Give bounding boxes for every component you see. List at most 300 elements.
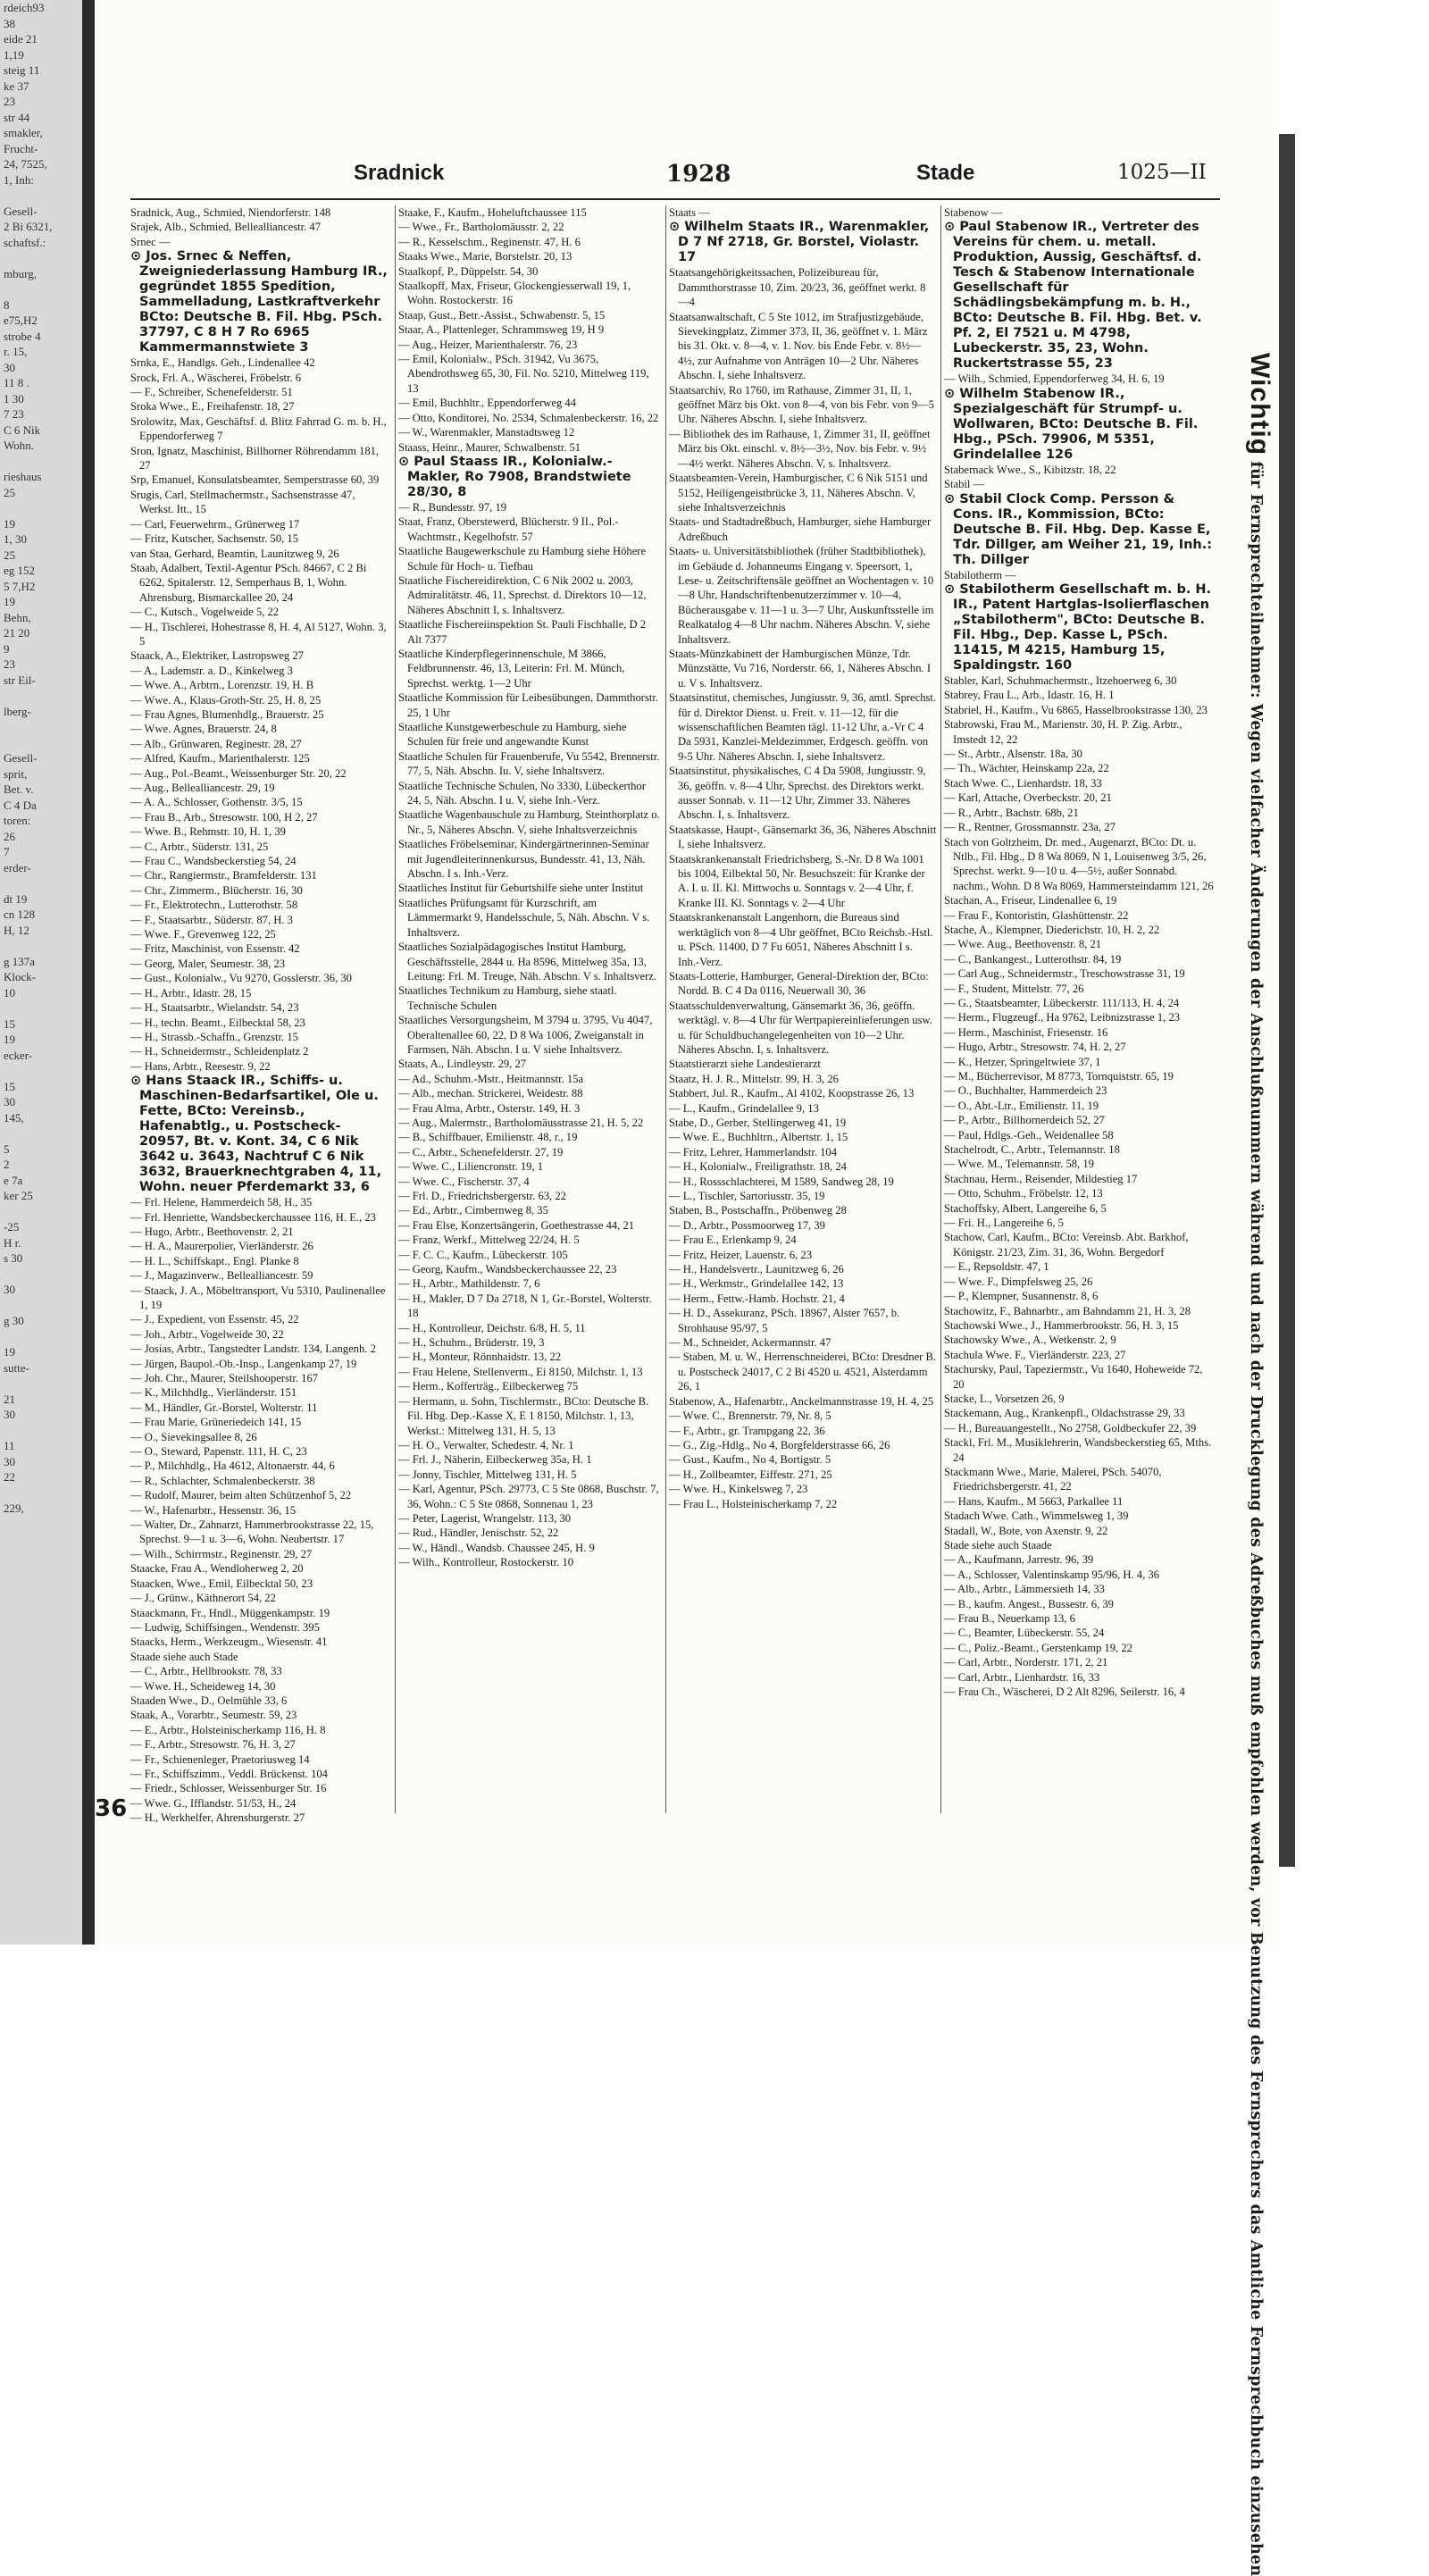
- previous-page-line: [0, 454, 82, 470]
- directory-entry: — H. L., Schiffskapt., Engl. Planke 8: [130, 1254, 299, 1267]
- previous-page-line: g 30: [4, 1314, 24, 1327]
- directory-entry: — H. D., Assekuranz, PSch. 18967, Alster 7657, b. Strohhause 95/97, 5: [669, 1307, 900, 1334]
- directory-entry: — Alb., Grünwaren, Reginestr. 28, 27: [130, 737, 302, 750]
- directory-entry: Stachan, A., Friseur, Lindenallee 6, 19: [944, 894, 1117, 907]
- directory-entry: — L., Kaufm., Grindelallee 9, 13: [669, 1101, 819, 1115]
- directory-entry: Staatliche Wagenbauschule zu Hamburg, Steinthorplatz o. Nr., 5, Näheres Abschn. V, siehe Inhaltsverzeichnis: [398, 808, 660, 836]
- directory-entry: — Frl. Helene, Hammerdeich 58, H., 35: [130, 1196, 313, 1209]
- previous-page-strip: [0, 0, 82, 1945]
- previous-page-line: toren:: [4, 814, 31, 827]
- previous-page-line: ke 37: [4, 79, 29, 93]
- directory-entry: Stabrey, Frau L., Arb., Idastr. 16, H. 1: [944, 689, 1115, 702]
- directory-entry: — J., Magazinverw., Bellealliancestr. 59: [130, 1269, 313, 1283]
- directory-entry: Staatskrankenanstalt Friedrichsberg, S.-Nr. D 8 Wa 1001 bis 1004, Eilbektal 50, Nr. Besuchszeit: für Kranke der A. I. u. II. Kl. Mittwochs u. Sonntags v. 2—4 Uhr, f. Kranke III. Kl. Sonntags v. 2—4 Uhr: [669, 852, 925, 909]
- previous-page-line: 30: [4, 1454, 15, 1468]
- directory-entry: Stabler, Karl, Schuhmachermstr., Itzehoerweg 6, 30: [944, 674, 1177, 688]
- previous-page-line: 26: [4, 829, 15, 843]
- directory-entry: — M., Händler, Gr.-Borstel, Wolterstr. 11: [130, 1401, 318, 1414]
- directory-entry: — Jürgen, Baupol.-Ob.-Insp., Langenkamp 27, 19: [130, 1357, 357, 1370]
- directory-entry: — H., Staatsarbtr., Wielandstr. 54, 23: [130, 1001, 299, 1015]
- directory-entry: van Staa, Gerhard, Beamtin, Launitzweg 9, 26: [130, 547, 339, 560]
- directory-entry: — Fr., Schiffszimm., Veddl. Brückenst. 104: [130, 1767, 328, 1780]
- directory-entry: — O., Abt.-Ltr., Emilienstr. 11, 19: [944, 1099, 1099, 1112]
- directory-entry: — Jonny, Tischler, Mittelweg 131, H. 5: [398, 1468, 577, 1481]
- directory-entry: — Staben, M. u. W., Herrenschneiderei, BCto: Dresdner B. u. Postscheck 24017, C 2 Bi 4520 u. 4521, Alsterdamm 26, 1: [669, 1351, 937, 1393]
- directory-entry: — Otto, Schuhm., Fröbelstr. 12, 13: [944, 1187, 1103, 1200]
- previous-page-line: [0, 281, 82, 297]
- previous-page-line: 30: [4, 1408, 15, 1421]
- previous-page-line: e 7a: [4, 1173, 23, 1187]
- directory-entry: — Hermann, u. Sohn, Tischlermstr., BCto: Deutsche B. Fil. Hbg. Dep.-Kasse X, E 1 8150, Milchstr. 1, 13, Werkst.: Mittelweg 131, H. 5, 13: [398, 1394, 649, 1437]
- directory-entry: — H., Monteur, Rönnhaidstr. 13, 22: [398, 1351, 562, 1364]
- directory-entry: Stadall, W., Bote, von Axenstr. 9, 22: [944, 1524, 1108, 1537]
- directory-entry: Staatsinstitut, physikalisches, C 4 Da 5908, Jungiusstr. 9, 36, geöffn. v. 8—4 Uhr, Sprechst. des Direktors werkt. ausser Sonnab. v. 11—12 Uhr, Zimmer 33. Näheres Abschn. I, s. Inhaltsverz.: [669, 765, 926, 822]
- directory-entry: Staatsschuldenverwaltung, Gänsemarkt 36, 36, geöffn. werktägl. v. 8—4 Uhr für Wertpapiereinlieferungen usw. u. für Schuldbuchangelegenheiten von 10—2 Uhr. Näheres Abschn. I, s. Inhaltsverz.: [669, 999, 932, 1056]
- directory-entry: Stackl, Frl. M., Musiklehrerin, Wandsbeckerstieg 65, Mths. 24: [944, 1436, 1212, 1464]
- previous-page-line: strobe 4: [4, 329, 41, 343]
- fernsprech-notice: [1227, 353, 1274, 2576]
- directory-entry: Staben, B., Postschaffn., Pröbenweg 28: [669, 1204, 847, 1217]
- directory-entry: — Frau F., Kontoristin, Glashüttenstr. 22: [944, 908, 1129, 922]
- directory-entry: — Fritz, Kutscher, Sachsenstr. 50, 15: [130, 532, 299, 546]
- directory-entry: — Wilh., Schmied, Eppendorferweg 34, H. 6, 19: [944, 372, 1165, 386]
- directory-entry: — H., Werkhelfer, Ahrensburgerstr. 27: [130, 1811, 305, 1825]
- directory-entry: — R., Schlachter, Schmalenbeckerstr. 38: [130, 1474, 315, 1487]
- previous-page-line: 1, Inh:: [4, 172, 34, 187]
- previous-page-line: s 30: [4, 1251, 23, 1265]
- directory-entry: Stabilotherm —: [944, 568, 1016, 581]
- directory-entry: Staatliches Technikum zu Hamburg, siehe staatl. Technische Schulen: [398, 984, 617, 1012]
- directory-entry: — C., Poliz.-Beamt., Gerstenkamp 19, 22: [944, 1641, 1132, 1654]
- directory-entry: — C., Beamter, Lübeckerstr. 55, 24: [944, 1627, 1105, 1640]
- directory-entry: — W., Händl., Wandsb. Chaussee 245, H. 9: [398, 1541, 595, 1554]
- directory-entry: — Rud., Händler, Jenischstr. 52, 22: [398, 1526, 559, 1540]
- previous-page-line: [0, 875, 82, 891]
- directory-entry: — R., Bundesstr. 97, 19: [398, 500, 507, 514]
- directory-entry: — Gust., Kolonialw., Vu 9270, Gosslerstr. 36, 30: [130, 972, 352, 985]
- directory-entry: Stachowitz, F., Bahnarbtr., am Bahndamm 21, H. 3, 28: [944, 1304, 1191, 1317]
- directory-entry: Staatliche Kommission für Leibesübungen, Dammthorstr. 25, 1 Uhr: [398, 691, 659, 719]
- directory-entry: — R., Rentner, Grossmannstr. 23a, 27: [944, 821, 1116, 834]
- previous-page-line: [0, 188, 82, 204]
- directory-entry: Srock, Frl. A., Wäscherei, Fröbelstr. 6: [130, 371, 302, 384]
- directory-entry: Srugis, Carl, Stellmachermstr., Sachsenstrasse 47, Werkst. Itt., 15: [130, 488, 355, 516]
- directory-entry: — H., Kolonialw., Freiligrathstr. 18, 24: [669, 1160, 847, 1174]
- previous-page-line: C 4 Da: [4, 798, 37, 812]
- directory-entry: Staatliches Institut für Geburtshilfe siehe unter Institut: [398, 882, 644, 895]
- previous-page-line: 19: [4, 1033, 15, 1046]
- directory-entry: — H., Werkmstr., Grindelallee 142, 13: [669, 1277, 844, 1291]
- directory-entry: ⊙ Jos. Srnec & Neffen, Zweigniederlassung Hamburg IR., gegründet 1855 Spedition, Sammelladung, Lastkraftverkehr BCto: Deutsche B. Fil. Hbg. PSch. 37797, C 8 H 7 Ro 6965 Kammermannstwiete 3: [130, 249, 388, 355]
- directory-entry: Srolowitz, Max, Geschäftsf. d. Blitz Fahrrad G. m. b. H., Eppendorferweg 7: [130, 414, 387, 443]
- directory-entry: — H., Strassb.-Schaffn., Grenzstr. 15: [130, 1030, 298, 1043]
- directory-entry: Staack, A., Elektriker, Lastropsweg 27: [130, 649, 304, 663]
- header-last-name: Stade: [916, 161, 975, 185]
- directory-entry: Staatliche Fischereiinspektion St. Pauli Fischhalle, D 2 Alt 7377: [398, 618, 647, 646]
- directory-entry: — Emil, Buchhltr., Eppendorferweg 44: [398, 397, 577, 410]
- previous-page-line: cn 128: [4, 907, 36, 921]
- directory-entry: — Frau L., Holsteinischerkamp 7, 22: [669, 1497, 838, 1510]
- directory-entry: — Hugo, Arbtr., Beethovenstr. 2, 21: [130, 1225, 294, 1238]
- directory-entry: — J., Grünw., Käthnerort 54, 22: [130, 1592, 276, 1605]
- directory-entry: — H., Makler, D 7 Da 2718, N 1, Gr.-Borstel, Wolterstr. 18: [398, 1292, 652, 1320]
- directory-entry: — Georg, Kaufm., Wandsbeckerchaussee 22, 23: [398, 1263, 617, 1276]
- previous-page-line: Frucht-: [4, 141, 38, 155]
- previous-page-line: ker 25: [4, 1189, 33, 1202]
- previous-page-line: Klock-: [4, 970, 37, 983]
- directory-entry: — A., Lademstr. a. D., Kinkelweg 3: [130, 664, 293, 677]
- directory-entry: — H., Arbtr., Mathildenstr. 7, 6: [398, 1277, 540, 1291]
- previous-page-line: [0, 1125, 82, 1142]
- directory-entry: Srajek, Alb., Schmied, Bellealliancestr. 47: [130, 221, 321, 234]
- directory-entry: Staatliche Kinderpflegerinnenschule, M 3866, Feldbrunnenstr. 46, 13, Leiterin: Frl. M. Münch, Sprechst. werktg. 1—2 Uhr: [398, 647, 625, 690]
- previous-page-line: e75,H2: [4, 314, 38, 327]
- directory-entry: Stachowsky Wwe., A., Wetkenstr. 2, 9: [944, 1334, 1116, 1347]
- notice-lead: Wichtig: [1245, 353, 1274, 456]
- directory-entry: — Wwe. H., Scheideweg 14, 30: [130, 1679, 276, 1693]
- directory-entry: — Carl Aug., Schneidermstr., Treschowstrasse 31, 19: [944, 967, 1185, 981]
- directory-entry: ⊙ Wilhelm Staats IR., Warenmakler, D 7 Nf 2718, Gr. Borstel, Violastr. 17: [669, 220, 930, 265]
- previous-page-line: 19: [4, 595, 15, 608]
- directory-entry: Stabil —: [944, 478, 985, 491]
- header-page-number: 1025—II: [1117, 161, 1207, 184]
- directory-entry: — Frau B., Arb., Stresowstr. 100, H 2, 27: [130, 810, 318, 824]
- directory-entry: — Chr., Zimmerm., Blücherstr. 16, 30: [130, 883, 303, 897]
- header-rule: [130, 198, 1220, 200]
- directory-entry: Stachula Wwe. F., Vierländerstr. 223, 27: [944, 1348, 1126, 1361]
- previous-page-line: [0, 688, 82, 704]
- directory-entry: Staatliches Sozialpädagogisches Institut Hamburg, Geschäftsstelle, 2844 u. Ha 8596, Mittelweg 35a, 13, Leitung: Frl. M. Treuge, Näh. Abschn. V s. Inhaltsverz.: [398, 941, 657, 983]
- directory-entry: — Frau B., Neuerkamp 13, 6: [944, 1612, 1075, 1626]
- directory-entry: — R., Arbtr., Bachstr. 68b, 21: [944, 806, 1079, 819]
- previous-page-line: g 137a: [4, 954, 36, 968]
- directory-entry: Staat, Franz, Oberstewerd, Blücherstr. 9 II., Pol.-Wachtmstr., Kegelhofstr. 57: [398, 515, 619, 543]
- directory-entry: — B., kaufm. Angest., Bussestr. 6, 39: [944, 1597, 1114, 1610]
- directory-entry: Staass, Heinr., Maurer, Schwalbenstr. 51: [398, 440, 581, 454]
- directory-entry: Staats, A., Lindleystr. 29, 27: [398, 1058, 527, 1071]
- previous-page-line: H r.: [4, 1235, 21, 1250]
- directory-entry: Staacke, Frau A., Wendloherweg 2, 20: [130, 1562, 304, 1576]
- directory-entry: — Ludwig, Schiffsingen., Wendenstr. 395: [130, 1620, 320, 1634]
- footer-page-number: 36: [95, 1795, 128, 1822]
- directory-entry: Stackemann, Aug., Krankenpfl., Oldachstrasse 29, 33: [944, 1407, 1185, 1420]
- directory-entry: — K., Hetzer, Springeltwiete 37, 1: [944, 1055, 1101, 1068]
- directory-entry: — K., Milchhdlg., Vierländerstr. 151: [130, 1386, 297, 1400]
- directory-entry: Staap, Gust., Betr.-Assist., Schwabenstr. 5, 15: [398, 308, 606, 322]
- directory-entry: — Th., Wächter, Heinskamp 22a, 22: [944, 762, 1109, 775]
- previous-page-line: Behn,: [4, 610, 31, 624]
- previous-page-line: str 44: [4, 110, 30, 124]
- column-1: [130, 205, 396, 1825]
- directory-entry: — H., Kontrolleur, Deichstr. 6/8, H. 5, 11: [398, 1321, 586, 1334]
- directory-entry: Stach von Goltzheim, Dr. med., Augenarzt, BCto: Dt. u. Ntlb., Fil. Hbg., D 8 Wa 8069, N 1, Louisenweg 3/5, 26, Sprechst. werkt. 9—10 u. 4—5½, außer Sonnabd. nachm., Wohn. D 8 Wa 8069, Hammersteindamm 121, 26: [944, 835, 1214, 892]
- directory-entry: — Walter, Dr., Zahnarzt, Hammerbrookstrasse 22, 15, Sprechst. 9—1 u. 3—6, Wohn. Neubertstr. 17: [130, 1518, 374, 1546]
- directory-entry: Staatliche Kunstgewerbeschule zu Hamburg, siehe Schulen für freie und angewandte Kunst: [398, 721, 627, 749]
- previous-page-line: 7: [4, 845, 10, 858]
- directory-entry: — F., Arbtr., Stresowstr. 76, H. 3, 27: [130, 1738, 296, 1752]
- directory-entry: — M., Schneider, Ackermannstr. 47: [669, 1336, 831, 1350]
- directory-entry: — Wwe. F., Dimpfelsweg 25, 26: [944, 1275, 1093, 1288]
- previous-page-line: 21 20: [4, 626, 30, 640]
- directory-entry: — Wwe., Fr., Bartholomäusstr. 2, 22: [398, 221, 564, 234]
- directory-entry: — Ad., Schuhm.-Mstr., Heitmannstr. 15a: [398, 1072, 584, 1085]
- directory-entry: — Paul, Hdlgs.-Geh., Weidenallee 58: [944, 1128, 1114, 1142]
- directory-entry: — Frl. Henriette, Wandsbeckerchaussee 116, H. E., 23: [130, 1210, 376, 1224]
- directory-entry: Sradnick, Aug., Schmied, Niendorferstr. 148: [130, 206, 331, 219]
- previous-page-line: 19: [4, 516, 15, 531]
- directory-entry: Staalkopf, P., Düppelstr. 54, 30: [398, 264, 539, 278]
- previous-page-line: 15: [4, 1016, 15, 1031]
- directory-entry: — Otto, Konditorei, No. 2534, Schmalenbeckerstr. 16, 22: [398, 411, 659, 424]
- column-2: [398, 205, 666, 1813]
- binding-gutter: [82, 0, 95, 1945]
- previous-page-line: 21: [4, 1392, 15, 1406]
- directory-entry: — P., Milchhdlg., Ha 4612, Altonaerstr. 44, 6: [130, 1459, 335, 1473]
- directory-entry: Stachelrodt, C., Arbtr., Telemannstr. 18: [944, 1143, 1120, 1157]
- previous-page-line: mburg,: [4, 266, 37, 280]
- previous-page-line: rieshaus: [4, 470, 42, 483]
- directory-entry: — H. A., Maurerpolier, Vierländerstr. 26: [130, 1240, 313, 1253]
- directory-entry: — A., Kaufmann, Jarrestr. 96, 39: [944, 1553, 1094, 1567]
- directory-entry: — C., Kutsch., Vogelweide 5, 22: [130, 606, 280, 619]
- directory-entry: Staatsbeamten-Verein, Hamburgischer, C 6 Nik 5151 und 5152, Heiligengeistbrücke 3, 11, Näheres Abschn. V, siehe Inhaltsverzeichnis: [669, 472, 928, 514]
- directory-entry: Staats —: [669, 206, 710, 219]
- directory-entry: — Herm., Maschinist, Friesenstr. 16: [944, 1025, 1108, 1039]
- previous-page-line: [0, 1063, 82, 1079]
- directory-entry: — Aug., Malermstr., Bartholomäusstrasse 21, H. 5, 22: [398, 1116, 644, 1129]
- page-edge-shadow: [1279, 134, 1295, 1867]
- directory-entry: — C., Bankangest., Lutterothstr. 84, 19: [944, 952, 1122, 966]
- directory-entry: — Josias, Arbtr., Tangstedter Landstr. 134, Langenh. 2: [130, 1342, 376, 1356]
- previous-page-line: 15: [4, 1079, 15, 1093]
- previous-page-line: rdeich93: [4, 1, 45, 14]
- directory-entry: ⊙ Stabilotherm Gesellschaft m. b. H. IR., Patent Hartglas-Isolierflaschen „Stabilotherm", BCto: Deutsche B. Fil. Hbg., Dep. Kasse L, PSch. 11415, M 4215, Hamburg 15, Spaldingstr. 160: [944, 582, 1212, 673]
- directory-entry: Staatliches Fröbelseminar, Kindergärtnerinnen-Seminar mit Jugendleiterinnenkursus, Bundesstr. 41, 13, Näh. Abschn. I s. Inh.-Verz.: [398, 838, 649, 881]
- directory-entry: — Herm., Kofferträg., Eilbeckerweg 75: [398, 1380, 579, 1393]
- directory-entry: — D., Arbtr., Possmoorweg 17, 39: [669, 1218, 825, 1232]
- directory-entry: — F., Schreiber, Schenefelderstr. 51: [130, 386, 293, 399]
- directory-entry: — H., Schuhm., Brüderstr. 19, 3: [398, 1336, 545, 1350]
- directory-entry: — M., Bücherrevisor, M 8773, Tornquiststr. 65, 19: [944, 1070, 1174, 1083]
- directory-entry: — Aug., Pol.-Beamt., Weissenburger Str. 20, 22: [130, 766, 347, 780]
- directory-entry: — Wwe. G., Ifflandstr. 51/53, H., 24: [130, 1796, 297, 1810]
- previous-page-line: 30: [4, 1283, 15, 1296]
- directory-entry: Staats-Münzkabinett der Hamburgischen Münze, Tdr. Münzstätte, Vu 716, Norderstr. 66, 1, Näheres Abschn. I u. V s. Inhaltsverz.: [669, 647, 932, 690]
- directory-entry: — Frau Helene, Stellenverm., Ei 8150, Milchstr. 1, 13: [398, 1365, 643, 1378]
- previous-page-line: 5 7,H2: [4, 579, 36, 593]
- directory-entry: — Fr., Schienenleger, Praetoriusweg 14: [130, 1752, 310, 1766]
- directory-entry: Staacken, Wwe., Emil, Eilbecktal 50, 23: [130, 1577, 313, 1590]
- directory-entry: — Wwe. C., Fischerstr. 37, 4: [398, 1175, 530, 1188]
- notice-text: für Fernsprechteilnehmer: Wegen vielfacher Änderungen der Anschlußnummern während und nach der Drucklegung des Adreßbuches muß empfohlen werden, vor Benutzung des Fernsprechers das Amtliche Fernsprechbuch einzusehen: [1247, 461, 1265, 2576]
- directory-entry: Staatliches Prüfungsamt für Kurzschrift, am Lämmermarkt 9, Handelsschule, 5, Näh. Abschn. V s. Inhaltsverz.: [398, 896, 650, 939]
- directory-entry: Stacke, L., Vorsetzen 26, 9: [944, 1392, 1065, 1405]
- directory-entry: — Wwe. A., Klaus-Groth-Str. 25, H. 8, 25: [130, 693, 322, 707]
- directory-entry: Staatsinstitut, chemisches, Jungiusstr. 9, 36, amtl. Sprechst. für d. Direktor Dienst. u. Freit. v. 11—12, für die wissenschaftlichen Beamten tägl. 11-12 Uhr, a.-Vr C 4 Da 5931, Kanzlei-Meldezimmer, Erdgesch. geöffn. von 9-5 Uhr. Näheres Abschn. I, siehe Inhaltsverz.: [669, 691, 937, 763]
- directory-entry: Stachnau, Herm., Reisender, Mildestieg 17: [944, 1172, 1138, 1185]
- directory-entry: — Friedr., Schlosser, Weissenburger Str. 16: [130, 1782, 327, 1795]
- directory-entry: Staade siehe auch Stade: [130, 1650, 238, 1663]
- directory-entry: ⊙ Wilhelm Stabenow IR., Spezialgeschäft für Strumpf- u. Wollwaren, BCto: Deutsche B. Fil. Hbg., PSch. 79906, M 5351, Grindelallee 126: [944, 386, 1199, 462]
- directory-entry: — Aug., Bellealliancestr. 29, 19: [130, 782, 275, 794]
- directory-entry: — F., Arbtr., gr. Trampgang 22, 36: [669, 1424, 825, 1437]
- previous-page-line: Gesell-: [4, 204, 38, 218]
- directory-entry: Stadach Wwe. Cath., Wimmelsweg 1, 39: [944, 1510, 1129, 1523]
- directory-entry: — Bibliothek des im Rathause, 1, Zimmer 31, II, geöffnet März bis Okt. einschl. v. 8½—3½, Nov. bis Febr. v. 9½—4½ werkt. Näheres Abschn. V, s. Inhaltsverz.: [669, 427, 931, 470]
- directory-entry: — Wwe. A., Arbtrn., Lorenzstr. 19, H. B: [130, 679, 314, 692]
- previous-page-line: 10: [4, 985, 15, 999]
- directory-entry: Stabernack Wwe., S., Kibitzstr. 18, 22: [944, 463, 1116, 476]
- directory-entry: Staab, Adalbert, Textil-Agentur PSch. 84667, C 2 Bi 6262, Spitalerstr. 12, Semperhaus B, 1, Wohn. Ahrensburg, Bismarckallee 20, 24: [130, 561, 367, 604]
- directory-entry: — J., Expedient, von Essenstr. 45, 22: [130, 1313, 299, 1326]
- directory-entry: — F., Student, Mittelstr. 77, 26: [944, 982, 1084, 995]
- directory-entry: Staatskasse, Haupt-, Gänsemarkt 36, 36, Näheres Abschnitt I, siehe Inhaltsverz.: [669, 823, 937, 851]
- previous-page-line: 19: [4, 1345, 15, 1359]
- directory-entry: Staatliche Technische Schulen, No 3330, Lübeckerthor 24, 5, Näh. Abschn. I u. V, siehe Inh.-Verz.: [398, 779, 646, 807]
- directory-entry: Sron, Ignatz, Maschinist, Billhorner Röhrendamm 181, 27: [130, 444, 380, 473]
- header-first-name: Sradnick: [354, 161, 445, 185]
- directory-entry: — Ed., Arbtr., Cimbernweg 8, 35: [398, 1204, 548, 1217]
- directory-entry: — A., Schlosser, Valentinskamp 95/96, H. 4, 36: [944, 1568, 1159, 1581]
- directory-entry: Staatskrankenanstalt Langenhorn, die Bureaus sind werktäglich von 8—4 Uhr geöffnet, BCto Reichsb.-Hstl. u. PSch. 11400, D 7 Fu 6051, Näheres Abschnitt I s. Inh.-Verz.: [669, 911, 933, 968]
- directory-entry: — Staack, J. A., Möbeltransport, Vu 5310, Paulinenallee 1, 19: [130, 1284, 386, 1311]
- previous-page-line: [0, 938, 82, 954]
- column-4: [944, 205, 1216, 1751]
- directory-entry: — Gust., Kaufm., No 4, Bortigstr. 5: [669, 1453, 831, 1467]
- previous-page-line: [0, 1329, 82, 1345]
- previous-page-line: 2 Bi 6321,: [4, 220, 53, 233]
- directory-entry: — W., Hafenarbtr., Hessenstr. 36, 15: [130, 1503, 297, 1517]
- directory-entry: — H., techn. Beamt., Eilbecktal 58, 23: [130, 1016, 305, 1029]
- directory-entry: — Hans, Arbtr., Reesestr. 9, 22: [130, 1059, 271, 1073]
- directory-entry: — P., Arbtr., Billhornerdeich 52, 27: [944, 1114, 1105, 1127]
- directory-entry: Staaks Wwe., Marie, Borstelstr. 20, 13: [398, 250, 572, 263]
- previous-page-line: [0, 1000, 82, 1016]
- directory-entry: Staatsarchiv, Ro 1760, im Rathause, Zimmer 31, II, 1, geöffnet März bis Okt. von 8—4, von bis Febr. von 9—5 Uhr. Näheres Abschn. I, siehe Inhaltsverz.: [669, 383, 934, 426]
- previous-page-line: 30: [4, 1095, 15, 1108]
- directory-entry: — L., Tischler, Sartoriusstr. 35, 19: [669, 1190, 825, 1202]
- directory-entry: — C., Arbtr., Süderstr. 131, 25: [130, 840, 269, 853]
- directory-entry: Staats- u. Universitätsbibliothek (früher Stadtbibliothek), im Gebäude d. Johanneums Eingang v. Speersort, 1, Lese- u. Zeitschriftensäle geöffnet an Wochentagen v. 10—8 Uhr, Handschriftenbenutzerzimmer v. 10—4, Bücherausgabe v. 11—1 u. 3—7 Uhr, Auskunftsstelle im Realkatalog 4—8 Uhr nachm. Näheres Abschn. V, siehe Inhaltsverz.: [669, 545, 934, 646]
- previous-page-line: Gesell-: [4, 751, 38, 765]
- previous-page-line: 30: [4, 360, 15, 374]
- directory-entry: Staatsanwaltschaft, C 5 Ste 1012, im Strafjustizgebäude, Sievekingplatz, Zimmer 373, II, 36, geöffnet v. 1. März bis 31. Okt. v. 8—4, v. 1. Nov. bis Ende Febr. v. 8½—4½, zur Aufnahme von Anträgen 10—2 Uhr. Näheres Abschn. I, siehe Inhaltsverz.: [669, 310, 928, 382]
- directory-entry: Stachoffsky, Albert, Langereihe 6, 5: [944, 1201, 1107, 1215]
- directory-entry: — Wwe. Agnes, Brauerstr. 24, 8: [130, 723, 277, 736]
- directory-entry: — P., Klempner, Susannenstr. 8, 6: [944, 1290, 1099, 1303]
- previous-page-line: 8: [4, 297, 10, 312]
- directory-entry: ⊙ Paul Staass IR., Kolonialw.-Makler, Ro 7908, Brandstwiete 28/30, 8: [398, 454, 631, 499]
- directory-entry: — R., Kesselschm., Reginenstr. 47, H. 6: [398, 235, 581, 248]
- directory-entry: — H., Rossschlachterei, M 1589, Sandweg 28, 19: [669, 1175, 894, 1188]
- directory-entry: Staatliches Versorgungsheim, M 3794 u. 3795, Vu 4047, Oberaltenallee 60, 22, D 8 Wa 1006, Zweiganstalt in Farmsen, Näh. Abschn. I u. V siehe Inhaltsverz.: [398, 1014, 653, 1056]
- header-year: 1928: [666, 161, 731, 188]
- directory-entry: — Wwe. M., Telemannstr. 58, 19: [944, 1158, 1094, 1171]
- directory-entry: Staar, A., Plattenleger, Schrammsweg 19, H 9: [398, 323, 605, 337]
- directory-entry: Stabbert, Jul. R., Kaufm., Al 4102, Koopstrasse 26, 13: [669, 1087, 915, 1100]
- directory-entry: — C., Arbtr., Schenefelderstr. 27, 19: [398, 1145, 564, 1158]
- directory-entry: — H., Bureauangestellt., No 2758, Goldbeckufer 22, 39: [944, 1421, 1197, 1434]
- previous-page-line: r. 15,: [4, 345, 28, 358]
- directory-entry: Staatliche Fischereidirektion, C 6 Nik 2002 u. 2003, Admiralitätstr. 46, 11, Sprechst. d. Direktors 10—12, Näheres Abschnitt I, s. Inhaltsverz.: [398, 573, 647, 616]
- previous-page-line: 9: [4, 641, 10, 656]
- previous-page-line: 229,: [4, 1501, 24, 1515]
- directory-entry: Stachursky, Paul, Tapeziermstr., Vu 1640, Hoheweide 72, 20: [944, 1363, 1203, 1391]
- directory-entry: Staaden Wwe., D., Oelmühle 33, 6: [130, 1694, 288, 1707]
- directory-entry: — Emil, Kolonialw., PSch. 31942, Vu 3675, Abendrothsweg 65, 30, Fil. No. 5210, Mittelweg 119, 13: [398, 353, 649, 395]
- column-3: [669, 205, 941, 1813]
- directory-entry: — G., Zig.-Hdlg., No 4, Borgfelderstrasse 66, 26: [669, 1438, 890, 1451]
- directory-entry: — Joh., Arbtr., Vogelweide 30, 22: [130, 1327, 284, 1341]
- directory-entry: — Karl, Attache, Overbeckstr. 20, 21: [944, 791, 1112, 805]
- directory-entry: Stabenow, A., Hafenarbtr., Anckelmannstrasse 19, H. 4, 25: [669, 1394, 934, 1408]
- directory-entry: — Rudolf, Maurer, beim alten Schützenhof 5, 22: [130, 1489, 352, 1502]
- directory-entry: Srp, Emanuel, Konsulatsbeamter, Semperstrasse 60, 39: [130, 473, 380, 487]
- directory-entry: — St., Arbtr., Alsenstr. 18a, 30: [944, 748, 1082, 761]
- directory-entry: — Georg, Maler, Seumestr. 38, 23: [130, 957, 286, 970]
- previous-page-line: [0, 1376, 82, 1392]
- directory-entry: — E., Arbtr., Holsteinischerkamp 116, H. 8: [130, 1723, 326, 1736]
- directory-entry: — F. C. C., Kaufm., Lübeckerstr. 105: [398, 1248, 568, 1261]
- directory-entry: — Frau Marie, Grüneriedeich 141, 15: [130, 1416, 302, 1429]
- previous-page-line: 1 30: [4, 391, 24, 406]
- directory-entry: — F., Staatsarbtr., Süderstr. 87, H. 3: [130, 913, 293, 926]
- directory-entry: Srnka, E., Handlgs. Geh., Lindenallee 42: [130, 356, 315, 370]
- directory-entry: — H., Handelsvertr., Launitzweg 6, 26: [669, 1263, 844, 1276]
- previous-page-line: dt 19: [4, 891, 28, 906]
- directory-entry: Stache, A., Klempner, Diederichstr. 10, H. 2, 22: [944, 923, 1160, 936]
- directory-entry: — Frau Else, Konzertsängerin, Goethestrasse 44, 21: [398, 1218, 635, 1232]
- directory-entry: — Aug., Heizer, Marienthalerstr. 76, 23: [398, 338, 578, 351]
- directory-entry: — Carl, Feuerwehrm., Grünerweg 17: [130, 517, 300, 531]
- directory-entry: Stabriel, H., Kaufm., Vu 6865, Hasselbrookstrasse 130, 23: [944, 703, 1208, 716]
- directory-entry: Staackmann, Fr., Hndl., Müggenkampstr. 19: [130, 1606, 330, 1619]
- directory-entry: — Frau Alma, Arbtr., Osterstr. 149, H. 3: [398, 1101, 581, 1115]
- previous-page-line: lberg-: [4, 704, 31, 718]
- directory-entry: — Wilh., Kontrolleur, Rostockerstr. 10: [398, 1556, 574, 1569]
- directory-entry: — O., Buchhalter, Hammerdeich 23: [944, 1084, 1107, 1098]
- directory-entry: — Wwe. C., Liliencronstr. 19, 1: [398, 1160, 544, 1174]
- directory-entry: — Alfred, Kaufm., Marienthalerstr. 125: [130, 752, 310, 765]
- directory-entry: — Karl, Agentur, PSch. 29773, C 5 Ste 0868, Buschstr. 7, 36, Wohn.: C 5 Ste 0868, Sonnenau 1, 23: [398, 1483, 659, 1510]
- directory-entry: — Fri. H., Langereihe 6, 5: [944, 1217, 1064, 1230]
- previous-page-line: Wohn.: [4, 439, 34, 452]
- directory-entry: Sroka Wwe., E., Freihafenstr. 18, 27: [130, 400, 295, 414]
- directory-entry: — E., Repsoldstr. 47, 1: [944, 1260, 1049, 1274]
- previous-page-line: [0, 1267, 82, 1283]
- previous-page-line: [0, 1298, 82, 1314]
- directory-entry: — Wilh., Schirrmstr., Reginenstr. 29, 27: [130, 1547, 313, 1560]
- directory-entry: — O., Sievekingsallee 8, 26: [130, 1430, 257, 1443]
- directory-entry: — H., Schneidermstr., Schleidenplatz 2: [130, 1045, 309, 1058]
- previous-page-line: 1,19: [4, 47, 24, 62]
- directory-entry: — Joh. Chr., Maurer, Steilshooperstr. 167: [130, 1372, 319, 1384]
- directory-entry: — H., Arbtr., Idastr. 28, 15: [130, 986, 252, 999]
- directory-entry: — Fr., Elektrotechn., Lutterothstr. 58: [130, 899, 298, 912]
- previous-page-line: smakler,: [4, 126, 43, 139]
- previous-page-line: [0, 1485, 82, 1501]
- directory-entry: — C., Arbtr., Hellbrookstr. 78, 33: [130, 1665, 282, 1678]
- directory-entry: — Wwe. Aug., Beethovenstr. 8, 21: [944, 938, 1102, 951]
- directory-entry: — B., Schiffbauer, Emilienstr. 48, r., 19: [398, 1131, 578, 1144]
- previous-page-line: schaftsf.:: [4, 235, 46, 249]
- previous-page-line: 5: [4, 1142, 10, 1156]
- directory-entry: Staats- und Stadtadreßbuch, Hamburger, siehe Hamburger Adreßbuch: [669, 515, 932, 543]
- directory-entry: — H., Tischlerei, Hohestrasse 8, H. 4, Al 5127, Wohn. 3, 5: [130, 620, 387, 648]
- previous-page-line: sutte-: [4, 1360, 29, 1375]
- directory-entry: Stade siehe auch Staade: [944, 1539, 1052, 1551]
- directory-entry: Staak, A., Vorarbtr., Seumestr. 59, 23: [130, 1709, 297, 1722]
